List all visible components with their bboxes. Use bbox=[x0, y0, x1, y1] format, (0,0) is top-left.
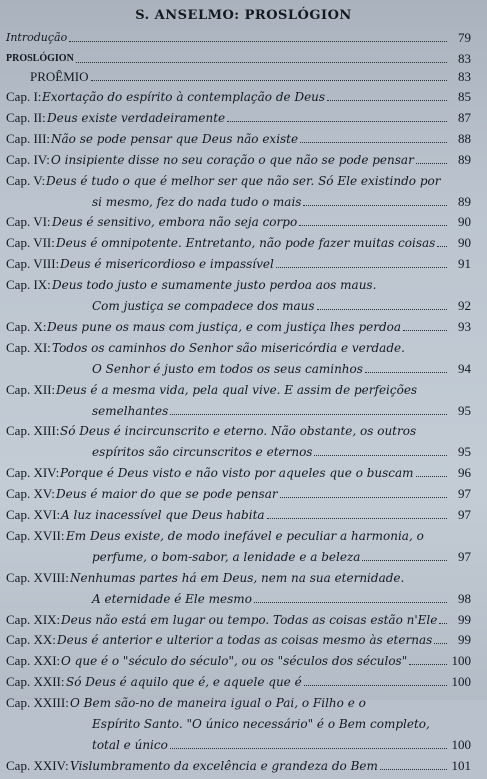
page-title: S. ANSELMO: PROSLÓGION bbox=[135, 8, 352, 23]
chapter-label: Cap. XX: bbox=[6, 632, 56, 648]
chapter-label: Cap. II: bbox=[6, 109, 46, 125]
toc-entry-chapter[interactable] bbox=[0, 506, 487, 528]
toc-entry-chapter[interactable] bbox=[0, 213, 487, 235]
toc-entry-continuation[interactable] bbox=[0, 443, 487, 465]
entry-text: PROÊMIO bbox=[30, 69, 89, 84]
toc-entry-chapter[interactable] bbox=[0, 151, 487, 173]
chapter-title: Deus todo justo e sumamente justo perdoa aos maus. bbox=[52, 278, 377, 293]
toc-entry-chapter[interactable] bbox=[0, 276, 487, 298]
toc-entry-chapter[interactable] bbox=[0, 485, 487, 507]
page-number: 99 bbox=[458, 611, 471, 627]
chapter-title: Porque é Deus visto e não visto por aqueles que o buscam bbox=[60, 466, 414, 481]
chapter-label: Cap. XI: bbox=[6, 339, 51, 355]
chapter-label: Cap. XXII: bbox=[6, 674, 65, 690]
dot-leader bbox=[409, 664, 447, 665]
dot-leader bbox=[403, 330, 447, 331]
page-number: 89 bbox=[458, 151, 471, 167]
chapter-title: Deus é sensitivo, embora não seja corpo bbox=[52, 215, 298, 230]
chapter-title: O Bem são-no de maneira igual o Pai, o Filho e o bbox=[70, 696, 366, 711]
dot-leader bbox=[227, 121, 447, 122]
chapter-label: Cap. XXIII: bbox=[6, 695, 69, 711]
chapter-label: Cap. XVIII: bbox=[6, 569, 69, 585]
chapter-title: O que é o "século do século", ou os "séculos dos séculos" bbox=[61, 654, 408, 669]
page-number: 85 bbox=[458, 89, 471, 104]
toc-entry-continuation[interactable] bbox=[0, 736, 487, 758]
chapter-title: Deus é misericordioso e impassível bbox=[60, 257, 274, 272]
page-number: 100 bbox=[451, 653, 471, 669]
toc-entry-chapter[interactable] bbox=[0, 130, 487, 152]
chapter-title: Deus existe verdadeiramente bbox=[47, 110, 226, 125]
chapter-label: Cap. XV: bbox=[6, 486, 55, 502]
chapter-title: Só Deus é incircunscrito e eterno. Não obstante, os outros bbox=[60, 424, 417, 439]
dot-leader bbox=[170, 414, 447, 415]
page-number: 93 bbox=[458, 318, 471, 334]
chapter-label: Cap. VII: bbox=[6, 235, 55, 251]
chapter-title-cont: si mesmo, fez do nada tudo o mais bbox=[92, 194, 302, 209]
dot-leader bbox=[365, 372, 447, 373]
toc-entry-chapter[interactable] bbox=[0, 172, 487, 194]
chapter-label: Cap. XII: bbox=[6, 381, 56, 397]
chapter-title: Vislumbramento da excelência e grandeza do Bem bbox=[70, 758, 378, 773]
chapter-label: Cap. VIII: bbox=[6, 256, 60, 272]
chapter-label: Cap. III: bbox=[6, 130, 51, 146]
dot-leader bbox=[303, 205, 447, 206]
chapter-title: Deus é a mesma vida, pela qual vive. E assim de perfeições bbox=[56, 382, 418, 397]
chapter-title-cont: Com justiça se compadece dos maus bbox=[92, 299, 315, 313]
chapter-label: Cap. IV: bbox=[6, 151, 50, 167]
toc-entry-chapter[interactable] bbox=[0, 422, 487, 444]
page-number: 97 bbox=[458, 507, 471, 522]
chapter-title: Nenhumas partes há em Deus, nem na sua eternidade. bbox=[70, 570, 405, 585]
dot-leader bbox=[434, 643, 447, 644]
entry-text: Introdução bbox=[6, 31, 68, 44]
page-number: 83 bbox=[458, 51, 471, 66]
chapter-label: Cap. XIV: bbox=[6, 465, 60, 481]
toc-entry-chapter[interactable] bbox=[0, 527, 487, 549]
dot-leader bbox=[439, 623, 447, 624]
page-number: 94 bbox=[458, 360, 471, 376]
chapter-label: Cap. X: bbox=[6, 318, 47, 334]
chapter-title: A luz inacessível que Deus habita bbox=[61, 508, 265, 522]
page-number: 92 bbox=[458, 298, 471, 313]
chapter-label: Cap. VI: bbox=[6, 214, 51, 230]
page-number: 89 bbox=[458, 193, 471, 209]
toc-entry-continuation[interactable] bbox=[0, 402, 487, 424]
chapter-title-cont: Espírito Santo. "O único necessário" é o Bem completo, bbox=[92, 717, 430, 731]
chapter-label: Cap. XXIV: bbox=[6, 757, 69, 773]
toc-entry-chapter[interactable] bbox=[0, 381, 487, 403]
page-number: 88 bbox=[458, 130, 471, 146]
dot-leader bbox=[437, 246, 447, 247]
chapter-label: Cap. XVII: bbox=[6, 527, 65, 543]
chapter-title-cont: semelhantes bbox=[92, 403, 169, 418]
toc-entry-chapter[interactable] bbox=[0, 694, 487, 716]
toc-entry-continuation[interactable] bbox=[0, 548, 487, 570]
toc-entry-chapter[interactable] bbox=[0, 109, 487, 131]
chapter-title: Deus não está em lugar ou tempo. Todas as coisas estão n'Ele bbox=[61, 612, 438, 627]
toc-entry-chapter[interactable] bbox=[0, 631, 487, 653]
toc-entry-introducao[interactable] bbox=[0, 29, 487, 51]
toc-entry-chapter[interactable] bbox=[0, 673, 487, 695]
dot-leader bbox=[327, 100, 447, 101]
chapter-label: Cap. V: bbox=[6, 172, 46, 188]
page-number: 90 bbox=[458, 235, 471, 251]
dot-leader bbox=[69, 41, 447, 42]
toc-entry-chapter[interactable] bbox=[0, 255, 487, 277]
toc-entry-chapter[interactable] bbox=[0, 339, 487, 361]
page-number: 91 bbox=[458, 256, 471, 272]
dot-leader bbox=[362, 560, 447, 561]
toc-entry-chapter[interactable] bbox=[0, 652, 487, 674]
toc-entry-chapter[interactable] bbox=[0, 88, 487, 110]
dot-leader bbox=[280, 497, 447, 498]
entry-text: PROSLÓGION bbox=[6, 53, 74, 64]
chapter-label: Cap. XVI: bbox=[6, 507, 61, 522]
chapter-title: Exortação do espírito à contemplação de Deus bbox=[42, 90, 326, 104]
page-number: 100 bbox=[451, 736, 471, 752]
dot-leader bbox=[276, 267, 447, 268]
chapter-title: O insipiente disse no seu coração o que não se pode pensar bbox=[51, 152, 414, 167]
toc-entry-chapter[interactable] bbox=[0, 611, 487, 633]
chapter-title: Não se pode pensar que Deus não existe bbox=[51, 131, 299, 146]
toc-entry-continuation[interactable] bbox=[0, 590, 487, 612]
dot-leader bbox=[267, 518, 447, 519]
chapter-title: Deus é anterior e ulterior a todas as coisas mesmo às eternas bbox=[57, 633, 433, 648]
chapter-title-cont: espíritos são circunscritos e eternos bbox=[92, 445, 313, 460]
dot-leader bbox=[91, 80, 447, 81]
page-number: 97 bbox=[458, 486, 471, 502]
page-number: 79 bbox=[458, 30, 471, 45]
chapter-label: Cap. XIII: bbox=[6, 423, 60, 439]
chapter-title-cont: O Senhor é justo em todos os seus caminhos bbox=[92, 361, 363, 376]
chapter-title-cont: total e único bbox=[92, 737, 168, 752]
dot-leader bbox=[317, 309, 447, 310]
page-number: 99 bbox=[458, 632, 471, 648]
toc-entry-chapter[interactable] bbox=[0, 464, 487, 486]
page-number: 95 bbox=[458, 444, 471, 460]
page-number: 87 bbox=[458, 109, 471, 125]
dot-leader bbox=[300, 142, 447, 143]
page-number: 95 bbox=[458, 402, 471, 418]
chapter-label: Cap. IX: bbox=[6, 277, 51, 293]
dot-leader bbox=[76, 62, 447, 63]
dot-leader bbox=[299, 225, 447, 226]
chapter-title: Todos os caminhos do Senhor são misericórdia e verdade. bbox=[52, 340, 405, 355]
chapter-label: Cap. I: bbox=[6, 89, 42, 104]
page-number: 90 bbox=[458, 214, 471, 230]
dot-leader bbox=[416, 476, 447, 477]
page-number: 96 bbox=[458, 465, 471, 481]
page-number: 100 bbox=[451, 674, 471, 690]
toc-entry-chapter[interactable] bbox=[0, 318, 487, 340]
chapter-label: Cap. XXI: bbox=[6, 653, 61, 669]
page-number: 83 bbox=[458, 69, 471, 84]
dot-leader bbox=[380, 769, 447, 770]
toc-entry-chapter[interactable] bbox=[0, 757, 487, 779]
toc-entry-continuation[interactable] bbox=[0, 360, 487, 382]
toc-entry-chapter[interactable] bbox=[0, 569, 487, 591]
toc-entry-continuation[interactable] bbox=[0, 297, 487, 319]
dot-leader bbox=[314, 455, 447, 456]
chapter-title: Deus é tudo o que é melhor ser que não ser. Só Ele existindo por bbox=[46, 173, 441, 188]
chapter-title: Deus é maior do que se pode pensar bbox=[56, 487, 278, 502]
chapter-title: Deus é omnipotente. Entretanto, não pode fazer muitas coisas bbox=[56, 236, 436, 251]
toc-entry-chapter[interactable] bbox=[0, 234, 487, 256]
chapter-title-cont: A eternidade é Ele mesmo bbox=[92, 591, 252, 606]
dot-leader bbox=[254, 602, 447, 603]
dot-leader bbox=[304, 685, 447, 686]
toc-entry-proemio[interactable] bbox=[0, 68, 487, 90]
chapter-label: Cap. XIX: bbox=[6, 611, 61, 627]
toc-entry-continuation[interactable] bbox=[0, 715, 487, 737]
page-number: 97 bbox=[458, 548, 471, 564]
chapter-title: Em Deus existe, de modo inefável e peculiar a harmonia, o bbox=[66, 528, 424, 543]
dot-leader bbox=[170, 748, 447, 749]
dot-leader bbox=[416, 163, 447, 164]
chapter-title: Só Deus é aquilo que é, e aquele que é bbox=[66, 675, 302, 690]
toc-entry-continuation[interactable] bbox=[0, 193, 487, 215]
page-number: 98 bbox=[458, 590, 471, 606]
chapter-title: Deus pune os maus com justiça, e com justiça lhes perdoa bbox=[47, 319, 402, 334]
page-number: 101 bbox=[451, 757, 471, 773]
chapter-title-cont: perfume, o bom-sabor, a lenidade e a beleza bbox=[92, 549, 361, 564]
